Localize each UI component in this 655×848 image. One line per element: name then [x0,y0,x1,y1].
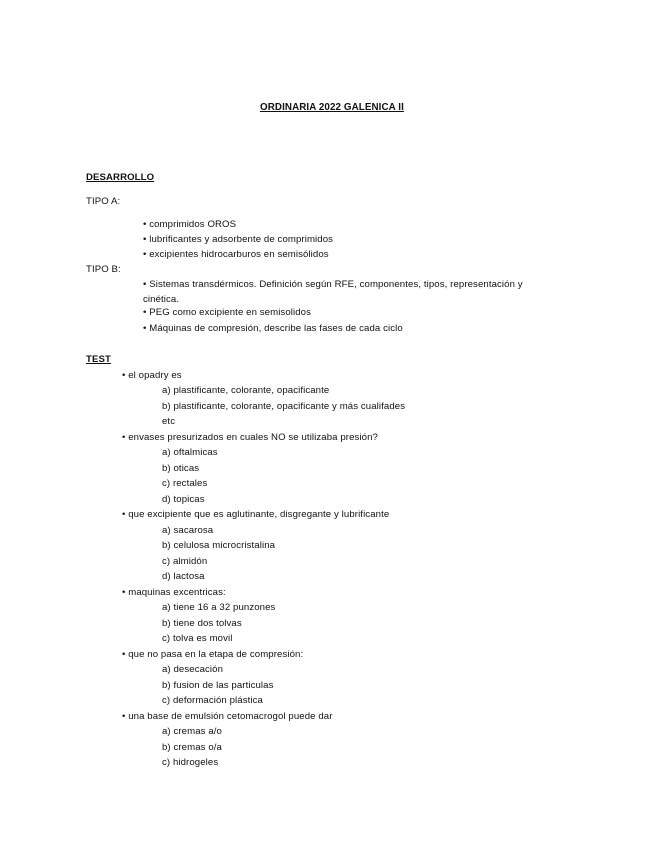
option: b) fusion de las particulas [162,680,274,691]
tipo-a-item: • excipientes hidrocarburos en semisólidos [143,249,329,260]
option: a) tiene 16 a 32 punzones [162,602,276,613]
option: c) rectales [162,478,208,489]
option: a) sacarosa [162,525,214,536]
option: etc [162,416,176,427]
option: b) oticas [162,463,200,474]
question: • una base de emulsión cetomacrogol puede dar [122,711,333,722]
option: a) desecación [162,664,224,675]
tipo-a-label: TIPO A: [86,196,121,207]
option: d) topicas [162,494,205,505]
option: b) plastificante, colorante, opacificante y más cualifades [162,401,406,412]
page-title: ORDINARIA 2022 GALENICA II [260,102,404,113]
question: • el opadry es [122,370,182,381]
option: c) deformación plástica [162,695,263,706]
option: c) hidrogeles [162,757,219,768]
tipo-a-item: • lubrificantes y adsorbente de comprimidos [143,234,334,245]
option: b) celulosa microcristalina [162,540,276,551]
tipo-a-item: • comprimidos OROS [143,219,237,230]
option: c) almidón [162,556,208,567]
question: • maquinas excentricas: [122,587,226,598]
question: • que excipiente que es aglutinante, disgregante y lubrificante [122,509,390,520]
option: b) cremas o/a [162,742,222,753]
option: b) tiene dos tolvas [162,618,242,629]
test-heading: TEST [86,354,111,365]
tipo-b-item: • PEG como excipiente en semisolidos [143,307,311,318]
question: • que no pasa en la etapa de compresión: [122,649,304,660]
option: d) lactosa [162,571,205,582]
tipo-b-item: • Máquinas de compresión, describe las fases de cada ciclo [143,323,403,334]
desarrollo-heading: DESARROLLO [86,172,155,183]
tipo-b-label: TIPO B: [86,264,121,275]
option: a) plastificante, colorante, opacificante [162,385,330,396]
option: c) tolva es movil [162,633,233,644]
tipo-b-item: • Sistemas transdérmicos. Definición según RFE, componentes, tipos, representación y cinética. [143,279,523,305]
option: a) cremas a/o [162,726,222,737]
question: • envases presurizados en cuales NO se utilizaba presión? [122,432,378,443]
option: a) oftalmicas [162,447,218,458]
